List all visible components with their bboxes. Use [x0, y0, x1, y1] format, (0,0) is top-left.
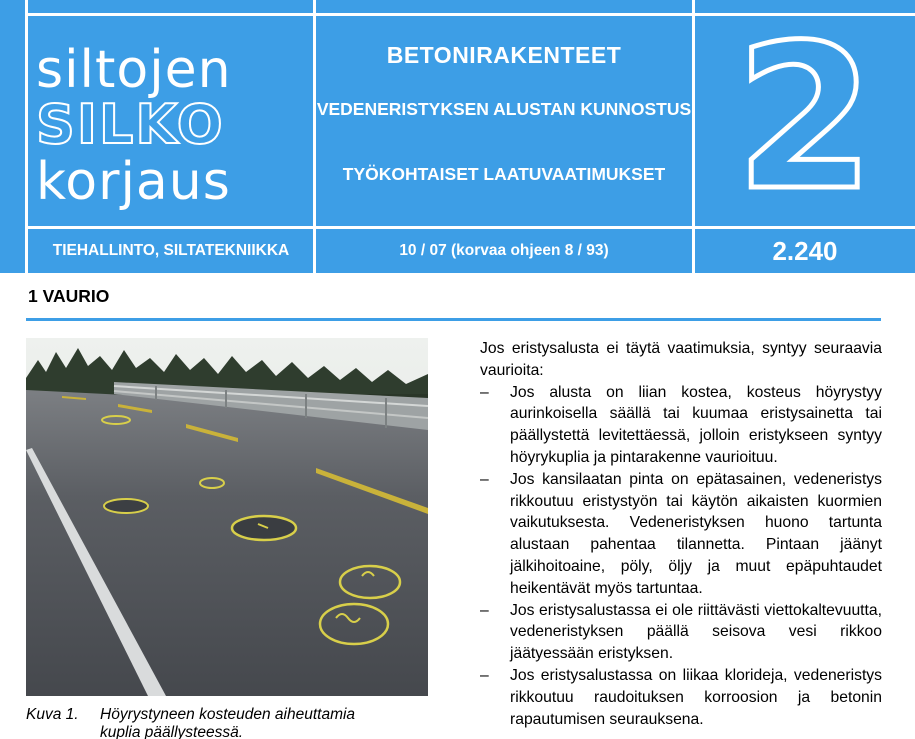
logo-text-line2: SILKO	[36, 93, 225, 156]
caption-text-line1: Höyrystyneen kosteuden aiheuttamia	[100, 706, 356, 723]
subtitle-repair: VEDENERISTYKSEN ALUSTAN KUNNOSTUS	[316, 99, 692, 119]
list-item-text: Jos alusta on liian kostea, kosteus höyrystyy aurinkoisella säällä tai kuumaa eristysainetta tai päällystettä levitettäessä, jolloin eristykseen syntyy höyrykuplia ja pintarakenne vaurioituu.	[510, 383, 882, 466]
dash-bullet: –	[480, 666, 489, 684]
logo-text-line3: korjaus	[36, 152, 231, 212]
damage-list	[480, 382, 882, 731]
dash-bullet: –	[480, 601, 489, 619]
figure-caption	[26, 706, 355, 739]
intro-paragraph: Jos eristysalusta ei täytä vaatimuksia, syntyy seuraavia vaurioita:	[480, 340, 882, 379]
bridge-deck-photo	[26, 338, 428, 696]
list-item-text: Jos eristysalustassa ei ole riittävästi viettokaltevuutta, vedeneristyksen päällä seisova vesi rikkoo jäätyessään eristyksen.	[510, 601, 882, 663]
chapter-number-box	[695, 0, 915, 235]
list-item	[480, 665, 882, 730]
subtitle-requirements: TYÖKOHTAISET LAATUVAATIMUKSET	[342, 164, 666, 184]
section-divider	[26, 318, 881, 321]
dash-bullet: –	[480, 470, 489, 488]
section-title: 1 VAURIO	[28, 286, 110, 306]
list-item	[480, 382, 882, 469]
list-item-text: Jos eristysalustassa on liikaa klorideja, vedeneristys rikkoutuu raudoituksen korroosion ja betonin rapautumisen seurauksena.	[510, 666, 882, 728]
caption-text-line2: kuplia päällysteessä.	[100, 724, 244, 739]
list-item	[480, 469, 882, 600]
logo-text-line1: siltojen	[36, 40, 232, 100]
caption-number: Kuva 1.	[26, 706, 79, 723]
publisher-label: TIEHALLINTO, SILTATEKNIIKKA	[52, 242, 290, 259]
list-item-text: Jos kansilaatan pinta on epätasainen, vedeneristys rikkoutuu eristystyön tai käytön aikaisten kuormien vaikutuksesta. Vedeneristyksen huono tartunta alustaan pahentaa tilannetta. Pintaan jäänyt jälkihoitoaine, pöly, öljy ja muut epäpuhtaudet heikentävät myös tartuntaa.	[510, 470, 882, 597]
revision-label: 10 / 07 (korvaa ohjeen 8 / 93)	[399, 242, 609, 259]
list-item	[480, 600, 882, 665]
chapter-number: 2	[735, 2, 875, 235]
dash-bullet: –	[480, 383, 489, 401]
body-text	[480, 338, 882, 730]
category-title: BETONIRAKENTEET	[386, 42, 622, 68]
document-number: 2.240	[772, 235, 838, 266]
header-banner	[0, 0, 915, 273]
